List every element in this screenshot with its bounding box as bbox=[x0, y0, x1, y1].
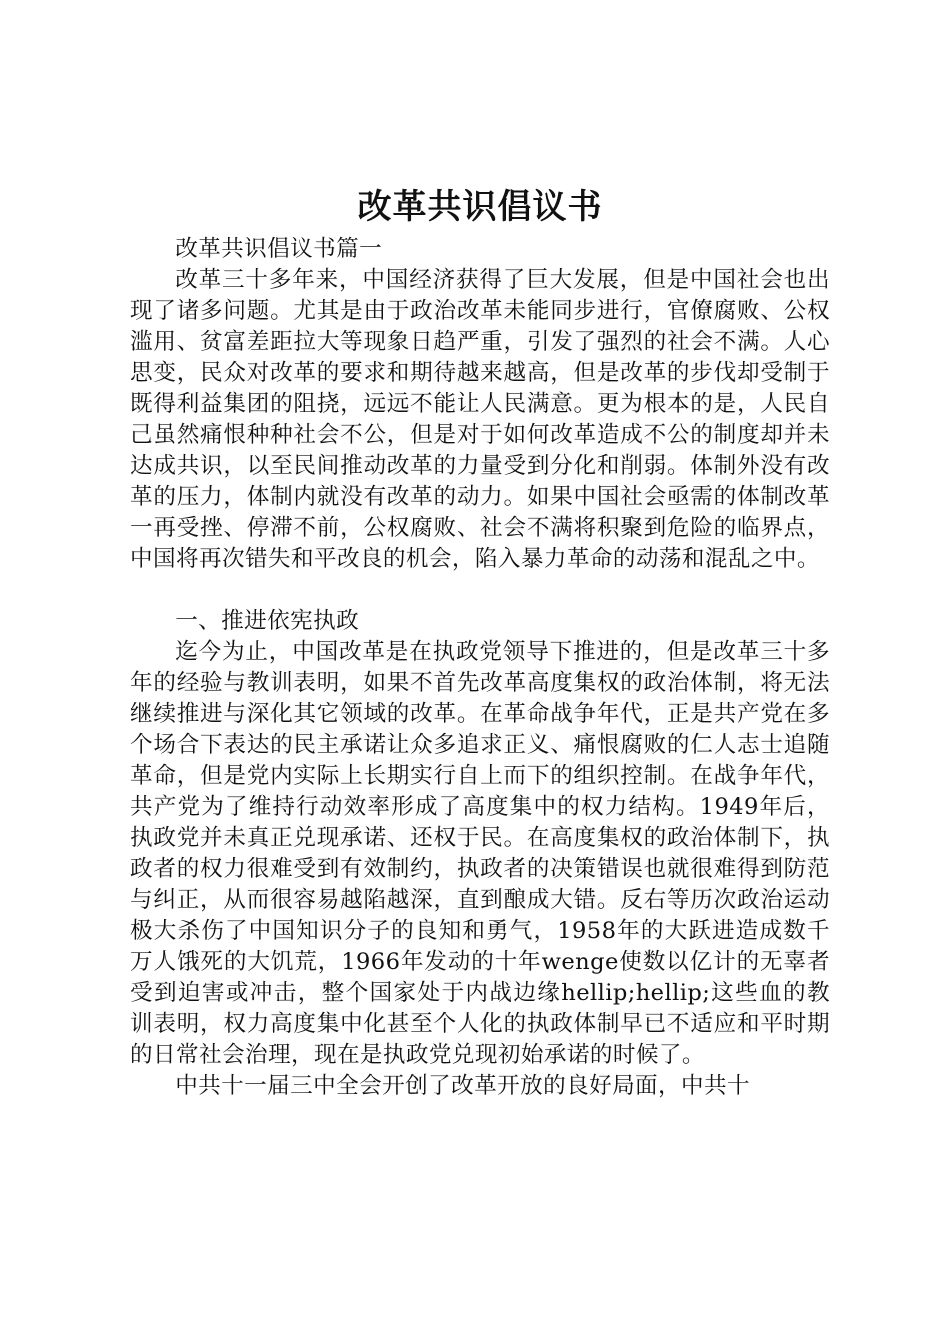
document-body bbox=[130, 234, 830, 1102]
intro-paragraph: 改革三十多年来，中国经济获得了巨大发展，但是中国社会也出现了诸多问题。尤其是由于政治改革未能同步进行，官僚腐败、公权滥用、贫富差距拉大等现象日趋严重，引发了强烈的社会不满。人心思变，民众对改革的要求和期待越来越高，但是改革的步伐却受制于既得利益集团的阻挠，远远不能让人民满意。更为根本的是，人民自己虽然痛恨种种社会不公，但是对于如何改革造成不公的制度却并未达成共识，以至民间推动改革的力量受到分化和削弱。体制外没有改革的压力，体制内就没有改革的动力。如果中国社会亟需的体制改革一再受挫、停滞不前，公权腐败、社会不满将积聚到危险的临界点，中国将再次错失和平改良的机会，陷入暴力革命的动荡和混乱之中。 bbox=[130, 267, 830, 572]
document-subtitle: 改革共识倡议书篇一 bbox=[175, 236, 383, 262]
document-title: 改革共识倡议书 bbox=[357, 187, 603, 227]
section-paragraph: 迄今为止，中国改革是在执政党领导下推进的，但是改革三十多年的经验与教训表明，如果不首先改革高度集权的政治体制，将无法继续推进与深化其它领域的改革。在革命战争年代，正是共产党在多个场合下表达的民主承诺让众多追求正义、痛恨腐败的仁人志士追随革命，但是党内实际上长期实行自上而下的组织控制。在战争年代，共产党为了维持行动效率形成了高度集中的权力结构。1949年后，执政党并未真正兑现承诺、还权于民。在高度集权的政治体制下，执政者的权力很难受到有效制约，执政者的决策错误也就很难得到防范与纠正，从而很容易越陷越深，直到酿成大错。反右等历次政治运动极大杀伤了中国知识分子的良知和勇气，1958年的大跃进造成数千万人饿死的大饥荒，1966年发动的十年wenge使数以亿计的无辜者受到迫害或冲击，整个国家处于内战边缘hellip;hellip;这些血的教训表明，权力高度集中化甚至个人化的执政体制早已不适应和平时期的日常社会治理，现在是执政党兑现初始承诺的时候了。 bbox=[130, 639, 830, 1068]
section-paragraph: 中共十一届三中全会开创了改革开放的良好局面，中共十 bbox=[175, 1073, 751, 1099]
section-heading: 一、推进依宪执政 bbox=[175, 608, 360, 634]
